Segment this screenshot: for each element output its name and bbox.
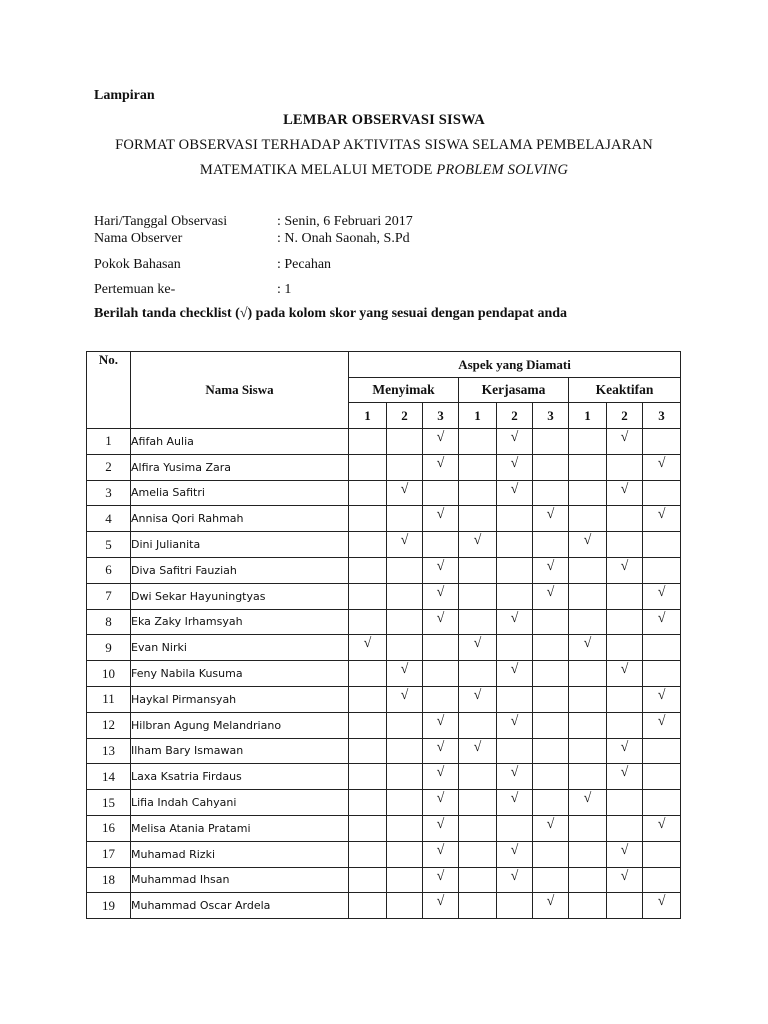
score-cell bbox=[643, 635, 681, 661]
score-cell bbox=[497, 583, 533, 609]
document-subtitle-line1: FORMAT OBSERVASI TERHADAP AKTIVITAS SISWA SELAMA PEMBELAJARAN bbox=[115, 137, 653, 153]
table-row bbox=[87, 712, 681, 738]
row-number: 5 bbox=[87, 532, 131, 558]
score-cell bbox=[349, 532, 387, 558]
score-cell bbox=[387, 635, 423, 661]
score-cell bbox=[533, 841, 569, 867]
student-name: Laxa Ksatria Firdaus bbox=[131, 764, 349, 790]
score-cell bbox=[607, 686, 643, 712]
row-number: 14 bbox=[87, 764, 131, 790]
check-mark-cell: √ bbox=[643, 506, 681, 532]
score-cell bbox=[533, 738, 569, 764]
student-name: Melisa Atania Pratami bbox=[131, 815, 349, 841]
score-cell bbox=[459, 557, 497, 583]
info-value: : N. Onah Saonah, S.Pd bbox=[277, 231, 410, 246]
table-row bbox=[87, 480, 681, 506]
score-cell bbox=[533, 609, 569, 635]
check-mark-cell: √ bbox=[607, 841, 643, 867]
table-row bbox=[87, 429, 681, 455]
score-cell bbox=[459, 480, 497, 506]
check-mark-cell: √ bbox=[533, 893, 569, 919]
score-cell bbox=[459, 841, 497, 867]
row-number: 7 bbox=[87, 583, 131, 609]
table-row bbox=[87, 661, 681, 687]
info-value: : Pecahan bbox=[277, 257, 332, 272]
score-cell bbox=[607, 454, 643, 480]
score-cell bbox=[387, 790, 423, 816]
score-cell bbox=[459, 506, 497, 532]
score-cell bbox=[607, 712, 643, 738]
score-cell bbox=[459, 712, 497, 738]
header-score: 2 bbox=[607, 403, 643, 429]
score-cell bbox=[497, 738, 533, 764]
check-mark-cell: √ bbox=[607, 738, 643, 764]
row-number: 19 bbox=[87, 893, 131, 919]
check-mark-cell: √ bbox=[497, 454, 533, 480]
score-cell bbox=[349, 583, 387, 609]
subtitle-italic-text: PROBLEM SOLVING bbox=[436, 162, 569, 178]
check-mark-cell: √ bbox=[349, 635, 387, 661]
score-cell bbox=[643, 532, 681, 558]
row-number: 8 bbox=[87, 609, 131, 635]
check-mark-cell: √ bbox=[459, 738, 497, 764]
student-name: Muhammad Oscar Ardela bbox=[131, 893, 349, 919]
check-mark-cell: √ bbox=[497, 712, 533, 738]
score-cell bbox=[459, 583, 497, 609]
check-mark-cell: √ bbox=[607, 429, 643, 455]
score-cell bbox=[349, 867, 387, 893]
row-number: 17 bbox=[87, 841, 131, 867]
header-nama-siswa: Nama Siswa bbox=[131, 352, 349, 429]
student-name: Ilham Bary Ismawan bbox=[131, 738, 349, 764]
score-cell bbox=[349, 609, 387, 635]
score-cell bbox=[569, 867, 607, 893]
score-cell bbox=[607, 506, 643, 532]
score-cell bbox=[459, 867, 497, 893]
check-mark-cell: √ bbox=[497, 609, 533, 635]
row-number: 15 bbox=[87, 790, 131, 816]
score-cell bbox=[607, 893, 643, 919]
check-mark-cell: √ bbox=[497, 790, 533, 816]
check-mark-cell: √ bbox=[643, 583, 681, 609]
score-cell bbox=[387, 454, 423, 480]
score-cell bbox=[387, 506, 423, 532]
score-cell bbox=[459, 815, 497, 841]
score-cell bbox=[349, 686, 387, 712]
score-cell bbox=[497, 815, 533, 841]
row-number: 12 bbox=[87, 712, 131, 738]
score-cell bbox=[569, 661, 607, 687]
table-row bbox=[87, 841, 681, 867]
check-mark-cell: √ bbox=[387, 661, 423, 687]
observation-table-body bbox=[87, 429, 681, 919]
header-no: No. bbox=[87, 352, 131, 429]
score-cell bbox=[459, 454, 497, 480]
check-mark-cell: √ bbox=[607, 480, 643, 506]
score-cell bbox=[533, 712, 569, 738]
row-number: 6 bbox=[87, 557, 131, 583]
score-cell bbox=[569, 557, 607, 583]
row-number: 10 bbox=[87, 661, 131, 687]
score-cell bbox=[569, 454, 607, 480]
check-mark-cell: √ bbox=[497, 764, 533, 790]
score-cell bbox=[569, 609, 607, 635]
score-cell bbox=[569, 480, 607, 506]
score-cell bbox=[643, 661, 681, 687]
header-score: 3 bbox=[533, 403, 569, 429]
table-row bbox=[87, 609, 681, 635]
score-cell bbox=[643, 867, 681, 893]
check-mark-cell: √ bbox=[569, 790, 607, 816]
student-name: Lifia Indah Cahyani bbox=[131, 790, 349, 816]
score-cell bbox=[569, 815, 607, 841]
check-mark-cell: √ bbox=[569, 532, 607, 558]
score-cell bbox=[607, 583, 643, 609]
score-cell bbox=[533, 635, 569, 661]
score-cell bbox=[569, 712, 607, 738]
score-cell bbox=[643, 738, 681, 764]
row-number: 1 bbox=[87, 429, 131, 455]
table-row bbox=[87, 867, 681, 893]
row-number: 11 bbox=[87, 686, 131, 712]
check-mark-cell: √ bbox=[387, 532, 423, 558]
score-cell bbox=[387, 712, 423, 738]
table-row bbox=[87, 738, 681, 764]
student-name: Evan Nirki bbox=[131, 635, 349, 661]
score-cell bbox=[533, 429, 569, 455]
observation-table bbox=[86, 351, 681, 919]
info-value: : Senin, 6 Februari 2017 bbox=[277, 214, 413, 229]
student-name: Eka Zaky Irhamsyah bbox=[131, 609, 349, 635]
check-mark-cell: √ bbox=[643, 454, 681, 480]
table-row bbox=[87, 557, 681, 583]
table-row bbox=[87, 506, 681, 532]
header-score: 1 bbox=[349, 403, 387, 429]
header-group-keaktifan: Keaktifan bbox=[569, 378, 681, 403]
table-row bbox=[87, 790, 681, 816]
score-cell bbox=[643, 790, 681, 816]
score-cell bbox=[387, 815, 423, 841]
check-mark-cell: √ bbox=[423, 583, 459, 609]
check-mark-cell: √ bbox=[607, 764, 643, 790]
score-cell bbox=[643, 429, 681, 455]
score-cell bbox=[533, 764, 569, 790]
document-subtitle-line2 bbox=[0, 162, 768, 179]
header-group-menyimak: Menyimak bbox=[349, 378, 459, 403]
score-cell bbox=[387, 738, 423, 764]
check-mark-cell: √ bbox=[423, 867, 459, 893]
check-mark-cell: √ bbox=[643, 893, 681, 919]
score-cell bbox=[533, 686, 569, 712]
table-row bbox=[87, 893, 681, 919]
table-row bbox=[87, 583, 681, 609]
score-cell bbox=[569, 506, 607, 532]
score-cell bbox=[497, 686, 533, 712]
instruction-text: Berilah tanda checklist (√) pada kolom skor yang sesuai dengan pendapat anda bbox=[94, 306, 568, 321]
score-cell bbox=[459, 661, 497, 687]
check-mark-cell: √ bbox=[533, 815, 569, 841]
score-cell bbox=[569, 893, 607, 919]
score-cell bbox=[423, 532, 459, 558]
lampiran-label: Lampiran bbox=[94, 88, 155, 103]
row-number: 4 bbox=[87, 506, 131, 532]
score-cell bbox=[349, 454, 387, 480]
student-name: Haykal Pirmansyah bbox=[131, 686, 349, 712]
score-cell bbox=[349, 893, 387, 919]
score-cell bbox=[459, 790, 497, 816]
student-name: Muhammad Ihsan bbox=[131, 867, 349, 893]
table-row bbox=[87, 532, 681, 558]
score-cell bbox=[459, 429, 497, 455]
score-cell bbox=[387, 893, 423, 919]
check-mark-cell: √ bbox=[423, 712, 459, 738]
student-name: Amelia Safitri bbox=[131, 480, 349, 506]
score-cell bbox=[387, 429, 423, 455]
row-number: 3 bbox=[87, 480, 131, 506]
check-mark-cell: √ bbox=[423, 454, 459, 480]
check-mark-cell: √ bbox=[607, 557, 643, 583]
table-row bbox=[87, 454, 681, 480]
score-cell bbox=[387, 609, 423, 635]
check-mark-cell: √ bbox=[533, 557, 569, 583]
check-mark-cell: √ bbox=[423, 815, 459, 841]
student-name: Dwi Sekar Hayuningtyas bbox=[131, 583, 349, 609]
score-cell bbox=[569, 429, 607, 455]
score-cell bbox=[349, 712, 387, 738]
header-aspek: Aspek yang Diamati bbox=[349, 352, 681, 378]
score-cell bbox=[349, 557, 387, 583]
score-cell bbox=[497, 635, 533, 661]
score-cell bbox=[569, 764, 607, 790]
score-cell bbox=[349, 506, 387, 532]
subtitle-plain-text: MATEMATIKA MELALUI METODE bbox=[199, 162, 437, 178]
check-mark-cell: √ bbox=[643, 712, 681, 738]
score-cell bbox=[533, 454, 569, 480]
score-cell bbox=[569, 841, 607, 867]
score-cell bbox=[349, 429, 387, 455]
table-row bbox=[87, 764, 681, 790]
check-mark-cell: √ bbox=[423, 893, 459, 919]
score-cell bbox=[387, 867, 423, 893]
score-cell bbox=[569, 686, 607, 712]
check-mark-cell: √ bbox=[497, 480, 533, 506]
student-name: Annisa Qori Rahmah bbox=[131, 506, 349, 532]
header-score: 2 bbox=[497, 403, 533, 429]
score-cell bbox=[423, 635, 459, 661]
header-score: 1 bbox=[569, 403, 607, 429]
score-cell bbox=[643, 764, 681, 790]
check-mark-cell: √ bbox=[533, 583, 569, 609]
check-mark-cell: √ bbox=[423, 429, 459, 455]
check-mark-cell: √ bbox=[423, 841, 459, 867]
score-cell bbox=[569, 738, 607, 764]
table-row bbox=[87, 686, 681, 712]
header-score: 2 bbox=[387, 403, 423, 429]
check-mark-cell: √ bbox=[423, 609, 459, 635]
header-score: 3 bbox=[423, 403, 459, 429]
check-mark-cell: √ bbox=[497, 867, 533, 893]
info-label: Nama Observer bbox=[94, 231, 183, 246]
score-cell bbox=[459, 893, 497, 919]
check-mark-cell: √ bbox=[607, 661, 643, 687]
check-mark-cell: √ bbox=[533, 506, 569, 532]
score-cell bbox=[349, 841, 387, 867]
row-number: 16 bbox=[87, 815, 131, 841]
info-label: Hari/Tanggal Observasi bbox=[94, 214, 228, 229]
check-mark-cell: √ bbox=[643, 815, 681, 841]
check-mark-cell: √ bbox=[497, 429, 533, 455]
check-mark-cell: √ bbox=[423, 738, 459, 764]
student-name: Muhamad Rizki bbox=[131, 841, 349, 867]
score-cell bbox=[387, 764, 423, 790]
check-mark-cell: √ bbox=[607, 867, 643, 893]
check-mark-cell: √ bbox=[423, 557, 459, 583]
score-cell bbox=[643, 557, 681, 583]
student-name: Hilbran Agung Melandriano bbox=[131, 712, 349, 738]
score-cell bbox=[607, 815, 643, 841]
score-cell bbox=[349, 738, 387, 764]
score-cell bbox=[497, 506, 533, 532]
score-cell bbox=[607, 609, 643, 635]
score-cell bbox=[459, 609, 497, 635]
row-number: 18 bbox=[87, 867, 131, 893]
check-mark-cell: √ bbox=[459, 532, 497, 558]
score-cell bbox=[569, 583, 607, 609]
student-name: Afifah Aulia bbox=[131, 429, 349, 455]
score-cell bbox=[643, 480, 681, 506]
score-cell bbox=[497, 893, 533, 919]
score-cell bbox=[349, 764, 387, 790]
row-number: 13 bbox=[87, 738, 131, 764]
score-cell bbox=[643, 841, 681, 867]
score-cell bbox=[349, 790, 387, 816]
info-value: : 1 bbox=[277, 282, 292, 297]
score-cell bbox=[387, 557, 423, 583]
check-mark-cell: √ bbox=[423, 790, 459, 816]
score-cell bbox=[533, 867, 569, 893]
check-mark-cell: √ bbox=[497, 841, 533, 867]
score-cell bbox=[423, 661, 459, 687]
check-mark-cell: √ bbox=[569, 635, 607, 661]
check-mark-cell: √ bbox=[387, 686, 423, 712]
header-score: 1 bbox=[459, 403, 497, 429]
score-cell bbox=[387, 583, 423, 609]
student-name: Feny Nabila Kusuma bbox=[131, 661, 349, 687]
check-mark-cell: √ bbox=[643, 609, 681, 635]
score-cell bbox=[423, 686, 459, 712]
score-cell bbox=[459, 764, 497, 790]
header-score: 3 bbox=[643, 403, 681, 429]
score-cell bbox=[607, 790, 643, 816]
score-cell bbox=[533, 790, 569, 816]
check-mark-cell: √ bbox=[423, 764, 459, 790]
score-cell bbox=[533, 532, 569, 558]
check-mark-cell: √ bbox=[459, 635, 497, 661]
score-cell bbox=[349, 661, 387, 687]
score-cell bbox=[533, 661, 569, 687]
score-cell bbox=[497, 532, 533, 558]
header-group-kerjasama: Kerjasama bbox=[459, 378, 569, 403]
score-cell bbox=[349, 480, 387, 506]
info-label: Pertemuan ke- bbox=[94, 282, 176, 297]
row-number: 9 bbox=[87, 635, 131, 661]
row-number: 2 bbox=[87, 454, 131, 480]
table-row bbox=[87, 635, 681, 661]
score-cell bbox=[533, 480, 569, 506]
score-cell bbox=[607, 532, 643, 558]
student-name: Alfira Yusima Zara bbox=[131, 454, 349, 480]
check-mark-cell: √ bbox=[387, 480, 423, 506]
check-mark-cell: √ bbox=[643, 686, 681, 712]
check-mark-cell: √ bbox=[459, 686, 497, 712]
student-name: Diva Safitri Fauziah bbox=[131, 557, 349, 583]
student-name: Dini Julianita bbox=[131, 532, 349, 558]
check-mark-cell: √ bbox=[423, 506, 459, 532]
check-mark-cell: √ bbox=[497, 661, 533, 687]
table-row bbox=[87, 815, 681, 841]
info-label: Pokok Bahasan bbox=[94, 257, 181, 272]
score-cell bbox=[349, 815, 387, 841]
document-title: LEMBAR OBSERVASI SISWA bbox=[283, 112, 485, 128]
score-cell bbox=[497, 557, 533, 583]
score-cell bbox=[607, 635, 643, 661]
score-cell bbox=[423, 480, 459, 506]
score-cell bbox=[387, 841, 423, 867]
